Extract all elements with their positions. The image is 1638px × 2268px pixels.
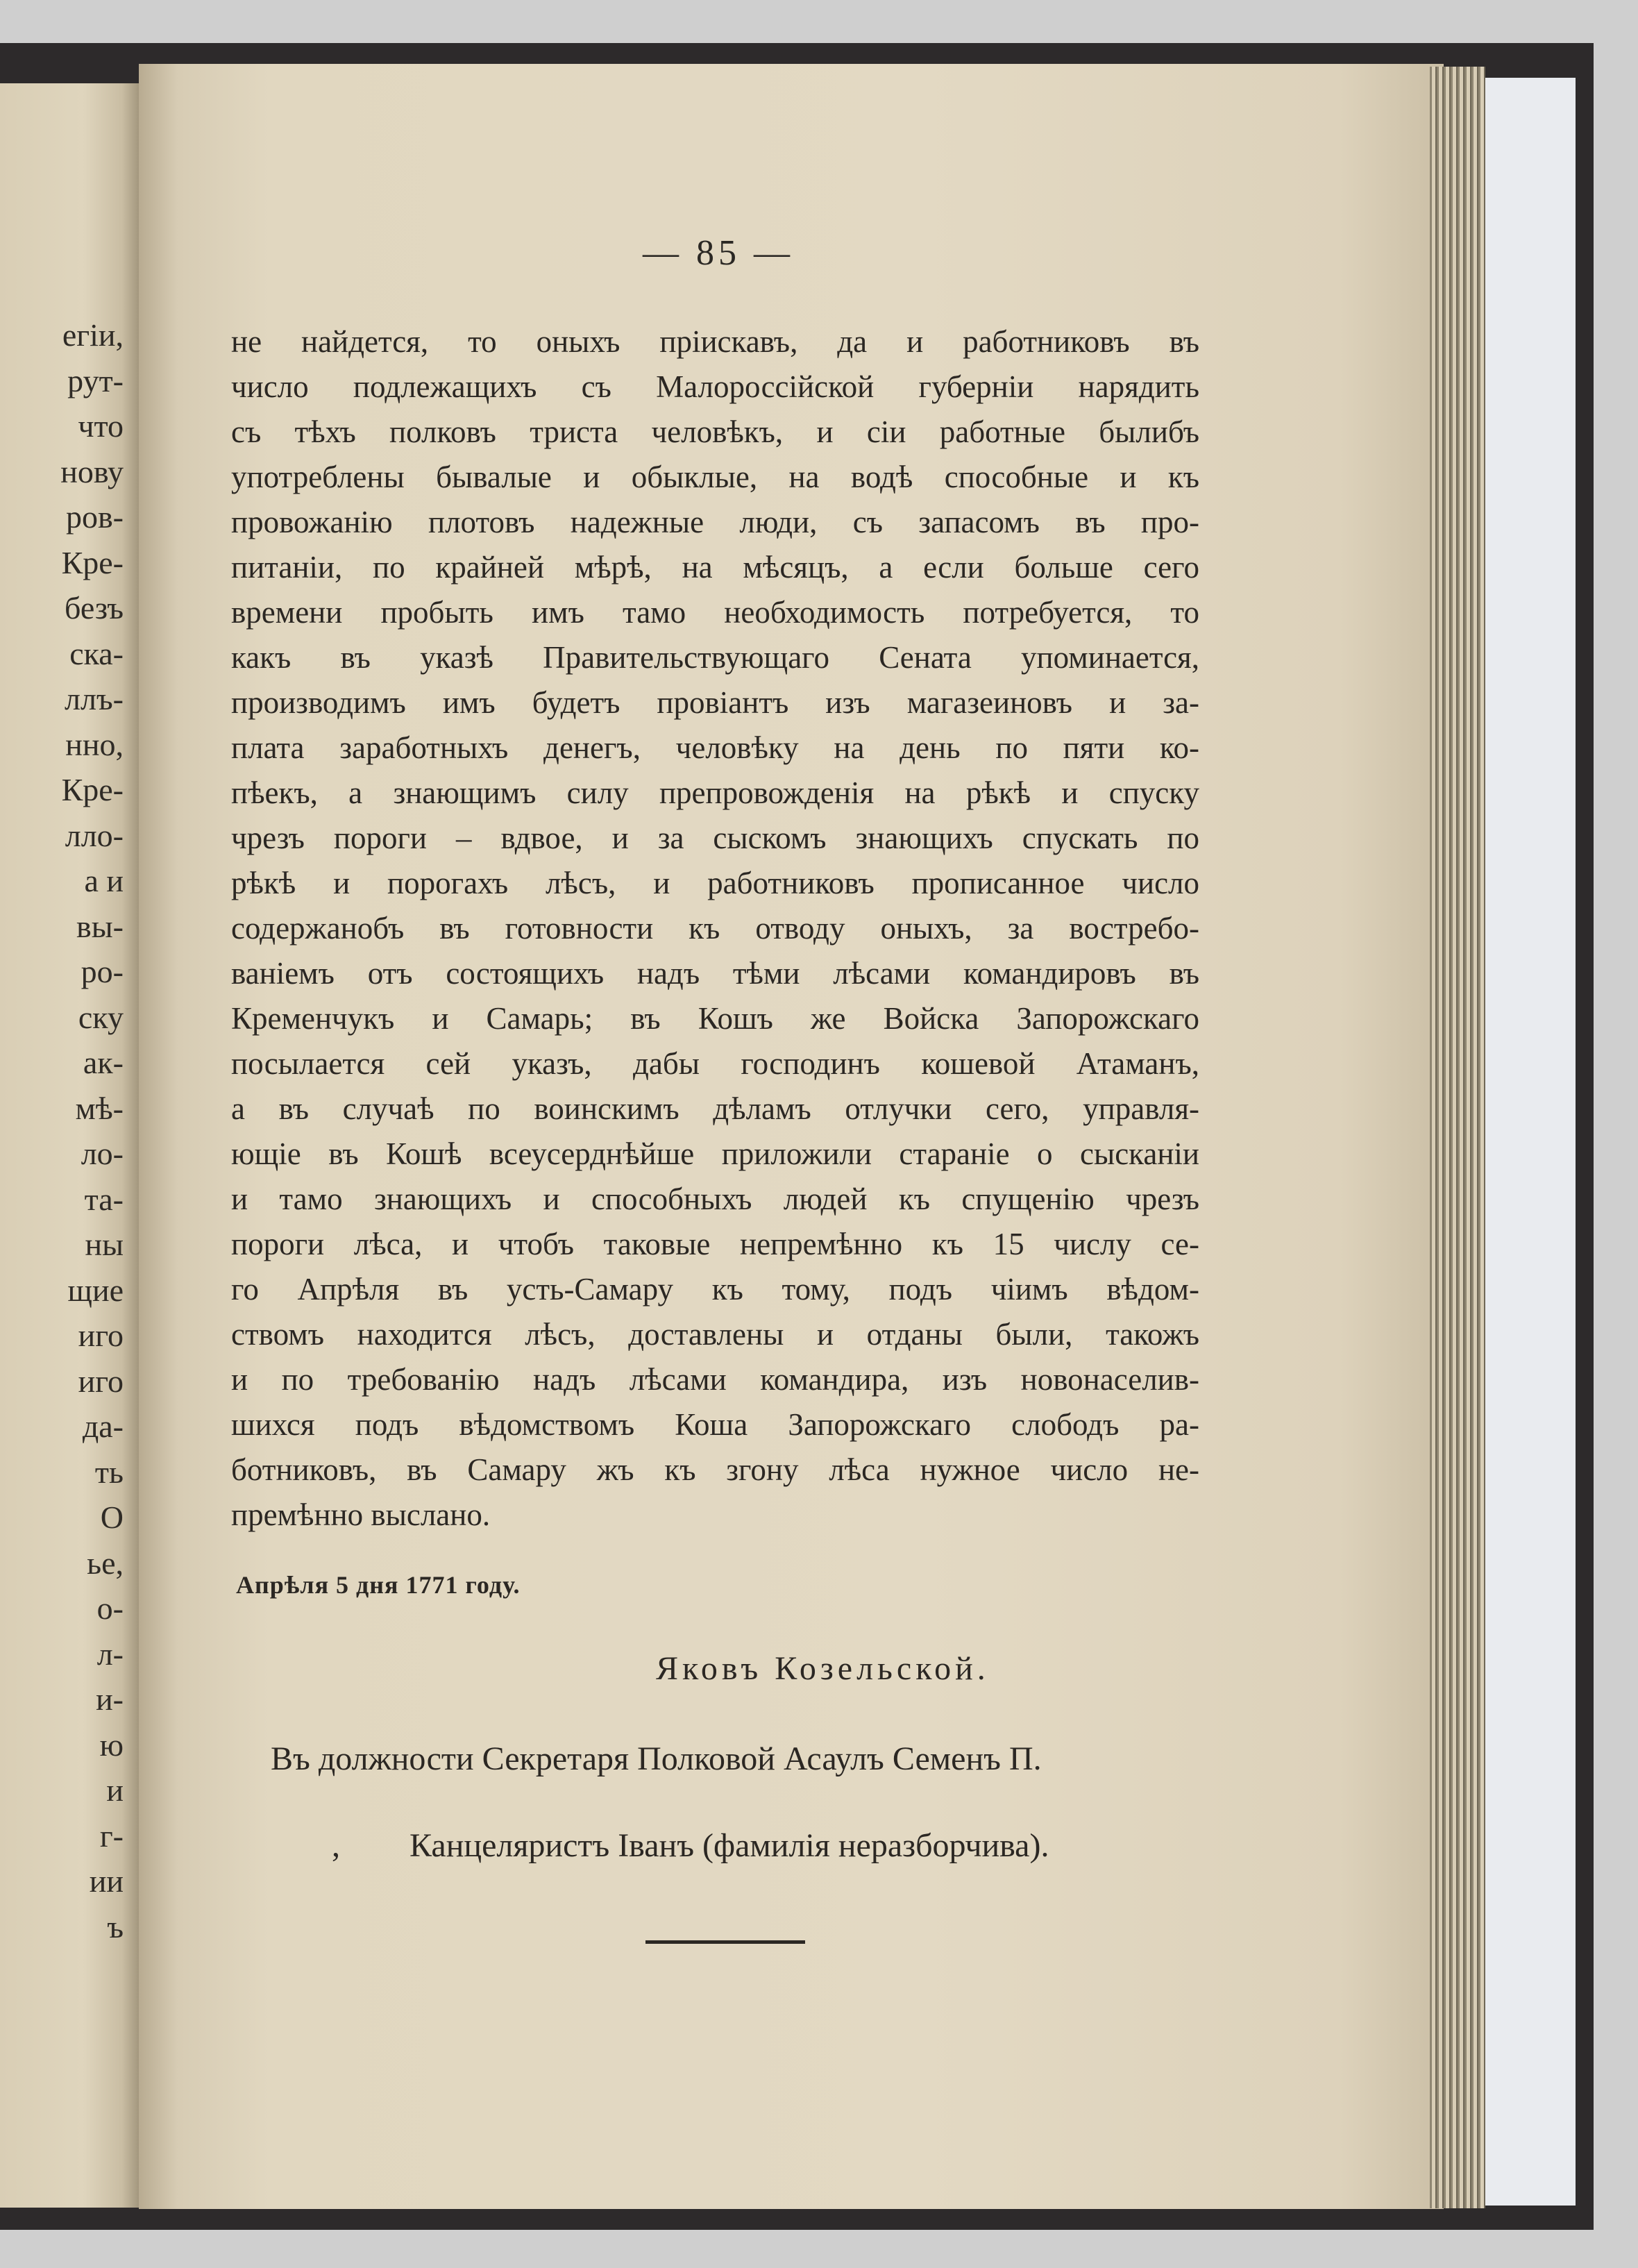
left-page-fragment: вы- xyxy=(76,908,124,944)
body-line: Кременчукъ и Самарь; въ Кошъ же Войска Запорожскаго xyxy=(231,1001,1199,1036)
left-page-fragment: ть xyxy=(94,1454,124,1490)
left-page-fragment: лло- xyxy=(65,817,124,853)
body-line: не найдется, то оныхъ пріискавъ, да и работниковъ въ xyxy=(231,324,1199,359)
body-line: пороги лѣса, и чтобъ таковые непремѣнно къ 15 числу се- xyxy=(231,1227,1199,1261)
left-page-fragment: ю xyxy=(99,1727,124,1763)
left-page-fragment: Кре- xyxy=(61,544,124,580)
left-page-fragment: иго xyxy=(78,1318,124,1353)
left-page-fragment: ска- xyxy=(69,635,124,671)
left-page-fragment: безъ xyxy=(65,590,124,625)
left-page-fragment: иго xyxy=(78,1363,124,1399)
left-page-fragment: мѣ- xyxy=(75,1090,124,1126)
left-page-fragment: да- xyxy=(82,1409,124,1444)
body-line: и тамо знающихъ и способныхъ людей къ спущенію чрезъ xyxy=(231,1182,1199,1216)
left-page-fragment: ров- xyxy=(65,499,124,535)
body-line: ботниковъ, въ Самару жъ къ згону лѣса нужное число не- xyxy=(231,1452,1199,1487)
body-line: содержанобъ въ готовности къ отводу оныхъ, за востребо- xyxy=(231,911,1199,946)
body-line: число подлежащихъ съ Малороссійской губерніи нарядить xyxy=(231,369,1199,404)
body-line: ющіе въ Кошѣ всеусерднѣйше приложили стараніе о сысканіи xyxy=(231,1136,1199,1171)
body-line: шихся подъ вѣдомствомъ Коша Запорожскаго слободъ ра- xyxy=(231,1407,1199,1442)
left-page-fragment: та- xyxy=(84,1181,124,1217)
left-page-fragment: ье, xyxy=(87,1545,124,1581)
body-line: и по требованію надъ лѣсами командира, изъ новонаселив- xyxy=(231,1362,1199,1397)
page-number: — 85 — xyxy=(643,233,794,273)
body-line: ствомъ находится лѣсъ, доставлены и отданы были, такожъ xyxy=(231,1317,1199,1352)
body-line: времени пробыть имъ тамо необходимость потребуется, то xyxy=(231,595,1199,630)
left-page-fragment: и xyxy=(106,1772,124,1808)
left-page-fragment: ло- xyxy=(81,1136,124,1171)
left-page-fragment: щие xyxy=(67,1272,124,1308)
left-page-fragment: ак- xyxy=(83,1045,124,1080)
left-page-fragment: ии xyxy=(89,1863,124,1899)
left-page-fragment: ро- xyxy=(81,954,124,989)
body-line: го Апрѣля въ усть-Самару къ тому, подъ чіимъ вѣдом- xyxy=(231,1272,1199,1307)
left-page-fragment: Кре- xyxy=(61,772,124,807)
body-line: пѣекъ, а знающимъ силу препровожденія на рѣкѣ и спуску xyxy=(231,775,1199,810)
left-page-fragment: нову xyxy=(60,453,124,489)
left-page-fragment: о- xyxy=(96,1590,124,1626)
body-line: съ тѣхъ полковъ триста человѣкъ, и сіи работные былибъ xyxy=(231,414,1199,449)
signature-ivan: Канцеляристъ Іванъ (фамилія неразборчива). xyxy=(410,1827,1049,1864)
body-line: чрезъ пороги – вдвое, и за сыскомъ знающихъ спускать по xyxy=(231,821,1199,855)
body-line: производимъ имъ будетъ провіантъ изъ магазеиновъ и за- xyxy=(231,685,1199,720)
body-line: питаніи, по крайней мѣрѣ, на мѣсяцъ, а если больше сего xyxy=(231,550,1199,585)
body-line: премѣнно выслано. xyxy=(231,1497,491,1532)
left-page-fragment: егіи, xyxy=(62,317,124,353)
body-line: провожанію плотовъ надежные люди, съ запасомъ въ про- xyxy=(231,505,1199,539)
left-page-fragment: рут- xyxy=(67,362,124,398)
signature-kozelskoy: Яковъ Козельской. xyxy=(656,1650,990,1687)
left-page-fragment: О xyxy=(100,1500,124,1535)
left-page-fragment: что xyxy=(78,408,124,444)
body-line: рѣкѣ и порогахъ лѣсъ, и работниковъ прописанное число xyxy=(231,866,1199,900)
body-line: а въ случаѣ по воинскимъ дѣламъ отлучки сего, управля- xyxy=(231,1091,1199,1126)
left-page-fragment: нно, xyxy=(65,726,124,762)
body-line: какъ въ указѣ Правительствующаго Сената упоминается, xyxy=(231,640,1199,675)
body-line: посылается сей указъ, дабы господинъ кошевой Атаманъ, xyxy=(231,1046,1199,1081)
left-page-fragment: л- xyxy=(96,1636,124,1672)
left-page-fragment: г- xyxy=(99,1817,124,1854)
closing-rule xyxy=(645,1940,805,1944)
signature-mark: , xyxy=(332,1827,340,1864)
left-page-fragment: ъ xyxy=(107,1908,124,1944)
page-stack-edges xyxy=(1430,67,1485,2208)
left-page-edge xyxy=(0,83,139,2208)
signature-semen: Въ должности Секретаря Полковой Асаулъ Семенъ П. xyxy=(271,1740,1042,1777)
left-page-fragment: ску xyxy=(78,999,124,1035)
left-page-fragment: и- xyxy=(96,1681,124,1717)
left-page-fragment: а и xyxy=(84,863,124,898)
body-line: употреблены бывалые и обыклые, на водѣ способные и къ xyxy=(231,460,1199,494)
date-line: Апрѣля 5 дня 1771 году. xyxy=(236,1571,521,1599)
left-page-fragment: ллъ- xyxy=(64,681,124,716)
body-line: ваніемъ отъ состоящихъ надъ тѣми лѣсами командировъ въ xyxy=(231,956,1199,991)
left-page-fragment: ны xyxy=(85,1227,124,1262)
flyleaf xyxy=(1485,78,1576,2206)
body-line: плата заработныхъ денегъ, человѣку на день по пяти ко- xyxy=(231,730,1199,765)
